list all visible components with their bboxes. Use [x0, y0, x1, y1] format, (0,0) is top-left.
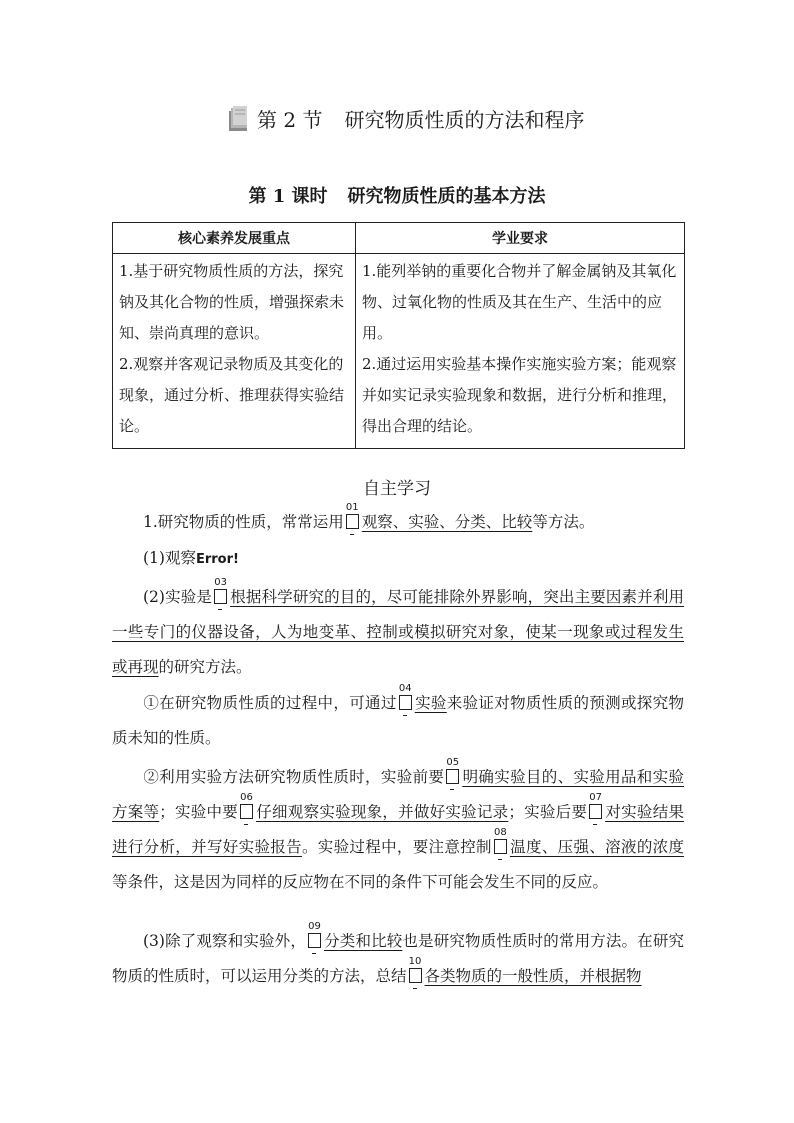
answer-text: 各类物质的一般性质，并根据物 — [424, 967, 642, 985]
blank-number-marker: 05 — [445, 767, 460, 785]
requirement-item: 2.通过运用实验基本操作实施实验方案；能观察并如实记录实验现象和数据，进行分析和推理，得出合理的结论。 — [362, 355, 678, 435]
answer-text: 分类和比较 — [323, 932, 403, 950]
section-heading: 研究物质性质的方法和程序 — [344, 108, 585, 132]
answer-text: 仔细观察实验现象，并做好实验记录 — [256, 803, 509, 821]
subheading: 自主学习 — [363, 479, 431, 499]
answer-text: 明确实验目的、实验用品和实验方案等 — [112, 768, 684, 821]
paragraph-1: 1.研究物质的性质，常常运用 01 观察、实验、分类、比较等方法。 — [112, 505, 684, 540]
answer-text: 温度、压强、溶液的浓度 — [509, 838, 684, 856]
paragraph-6: (3)除了观察和实验外， 09 分类和比较也是研究物质性质时的常用方法。在研究物质的性质时，可以运用分类的方法，总结 10 各类物质的一般性质，并根据物 — [112, 924, 684, 994]
answer-text: 实验 — [414, 694, 447, 712]
answer-text: 观察、实验、分类、比较 — [361, 513, 533, 531]
lesson-title — [0, 182, 794, 208]
core-item: 1.基于研究物质性质的方法，探究钠及其化合物的性质，增强探索未知、崇尚真理的意识。 — [119, 262, 345, 342]
lesson-heading: 研究物质性质的基本方法 — [347, 186, 546, 207]
requirement-item: 1.能列举钠的重要化合物并了解金属钠及其氧化物、过氧化物的性质及其在生产、生活中的应用。 — [362, 262, 677, 342]
core-item: 2.观察并客观记录物质及其变化的现象，通过分析、推理获得实验结论。 — [119, 355, 345, 435]
section-label: 第 2 节 — [257, 108, 323, 132]
table-header-core: 核心素养发展重点 — [113, 223, 356, 254]
blank-number-marker: 08 — [493, 837, 508, 855]
blank-number-marker: 04 — [398, 693, 413, 711]
blank-number-marker: 01 — [345, 512, 360, 530]
paragraph-3: (2)实验是 03 根据科学研究的目的，尽可能排除外界影响，突出主要因素并利用一些专门的仪器设备，人为地变革、控制或模拟研究对象，使某一现象或过程发生或再现的研究方法。 — [112, 577, 684, 676]
blank-number-marker: 03 — [213, 587, 228, 605]
core-cell — [113, 254, 356, 449]
lesson-label: 第 1 课时 — [248, 186, 328, 207]
paragraph-4: ①在研究物质性质的过程中，可通过 04 实验来验证对物质性质的预测或探究物质未知的性质。 — [112, 683, 684, 747]
section-title — [227, 104, 584, 133]
error-text: Error! — [195, 552, 239, 567]
blank-number-marker: 07 — [588, 802, 603, 820]
requirements-cell — [356, 254, 685, 449]
answer-text: 根据科学研究的目的，尽可能排除外界影响，突出主要因素并利用一些专门的仪器设备，人为地变革、控制或模拟研究对象，使某一现象或过程发生或再现 — [112, 588, 684, 676]
book-icon — [227, 106, 249, 132]
blank-number-marker: 06 — [239, 802, 254, 820]
answer-text: 对实验结果进行分析，并写好实验报告 — [112, 803, 684, 856]
blank-number-marker: 10 — [408, 966, 423, 984]
paragraph-2: (1)观察Error! — [143, 549, 239, 567]
blank-number-marker: 09 — [307, 931, 322, 949]
table-header-requirements: 学业要求 — [356, 223, 685, 254]
requirements-table — [112, 222, 685, 449]
paragraph-5: ②利用实验方法研究物质性质时，实验前要 05 明确实验目的、实验用品和实验方案等；实验中要 06 仔细观察实验现象，并做好实验记录；实验后要 07 对实验结果进行分析，并写好实验报告。实验过程中，要注意控制 08 温度、压强、溶液的浓度等条件，这是因为同样的反应物在不同的条件下可能会发生不同的反应。 — [112, 757, 684, 891]
